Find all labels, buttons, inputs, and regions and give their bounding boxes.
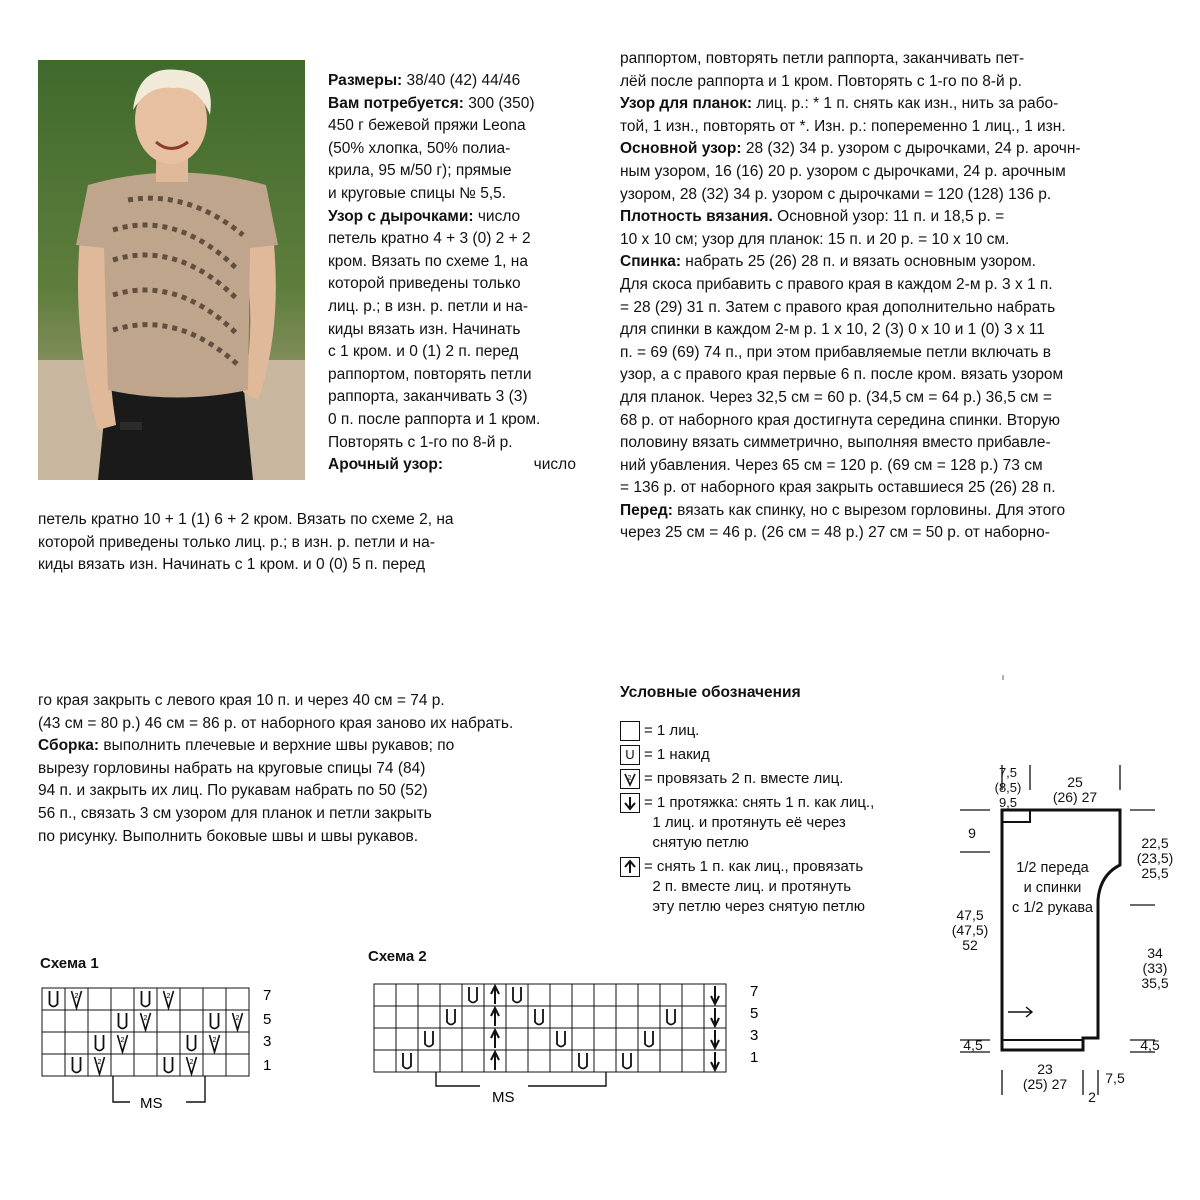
chart-cell bbox=[418, 1050, 440, 1072]
dim-side-height: 34 (33) 35,5 bbox=[1141, 945, 1169, 991]
front-line: вязать как спинку, но с вырезом горловины. Для этого bbox=[672, 501, 1066, 519]
chart-cell bbox=[462, 1050, 484, 1072]
chart-cell bbox=[440, 984, 462, 1006]
arch-first: число bbox=[533, 456, 576, 474]
schema2-row-label: 1 bbox=[750, 1049, 759, 1066]
chart-cell bbox=[660, 984, 682, 1006]
model-photo bbox=[38, 60, 305, 480]
chart-cell bbox=[418, 984, 440, 1006]
chart-cell bbox=[374, 984, 396, 1006]
k2-symbol bbox=[164, 991, 174, 1008]
intro-line: раппортом, повторять петли раппорта, заканчивать пет- bbox=[620, 50, 1025, 67]
legend-title: Условные обозначения bbox=[620, 684, 801, 701]
back-line: 68 р. от наборного края достигнута середина спинки. Вторую bbox=[620, 411, 1060, 429]
knit-icon bbox=[620, 721, 640, 741]
diagram-piece-label: 1/2 переда и спинки с 1/2 рукава bbox=[1012, 860, 1093, 916]
assembly-label: Сборка: bbox=[38, 737, 100, 755]
yarn-over-icon: U bbox=[620, 745, 640, 765]
dim-bottom-width: 23 (25) 27 bbox=[1022, 1061, 1068, 1092]
schema1-ms-label: MS bbox=[140, 1095, 163, 1112]
legend-item bbox=[620, 769, 874, 789]
chart-cell bbox=[638, 1050, 660, 1072]
assembly-line: вырезу горловины набрать на круговые спицы 74 (84) bbox=[38, 759, 426, 777]
schema2-ms-bracket bbox=[436, 1072, 606, 1086]
yo-symbol bbox=[557, 1031, 565, 1047]
chart-cell bbox=[374, 1028, 396, 1050]
neckline bbox=[1002, 810, 1030, 822]
yo-symbol bbox=[535, 1009, 543, 1025]
back-line: для планок. Через 32,5 см = 60 р. (34,5 см = 64 р.) 36,5 см = bbox=[620, 388, 1052, 406]
k2-symbol bbox=[233, 1013, 243, 1030]
up-symbol bbox=[491, 1030, 499, 1048]
legend-text: = 1 лиц. bbox=[644, 722, 700, 739]
chart-cell bbox=[226, 1032, 249, 1054]
chart-cell bbox=[374, 1006, 396, 1028]
chart-cell bbox=[396, 984, 418, 1006]
yo-symbol bbox=[645, 1031, 653, 1047]
holes-line: с 1 кром. и 0 (1) 2 п. перед bbox=[328, 343, 519, 361]
yo-symbol bbox=[513, 987, 521, 1003]
chart-cell bbox=[594, 984, 616, 1006]
s2kp-symbol bbox=[622, 859, 638, 875]
chart-cell bbox=[660, 1028, 682, 1050]
yo-symbol bbox=[425, 1031, 433, 1047]
yo-symbol bbox=[119, 1013, 127, 1029]
yo-symbol bbox=[165, 1057, 173, 1073]
left-bottom-text bbox=[38, 509, 576, 577]
chart-cell bbox=[616, 1006, 638, 1028]
chart-cell bbox=[638, 1006, 660, 1028]
k2-symbol bbox=[141, 1013, 151, 1030]
legend-text: = 1 накид bbox=[644, 746, 710, 763]
chart-cell bbox=[226, 1054, 249, 1076]
down-symbol bbox=[711, 986, 719, 1004]
density-label: Плотность вязания. bbox=[620, 208, 773, 226]
k2tog-symbol bbox=[622, 771, 638, 787]
holes-line: которой приведены только bbox=[328, 275, 521, 293]
svg-text:2: 2 bbox=[235, 1015, 240, 1022]
k2tog-icon bbox=[620, 769, 640, 789]
right-text-column bbox=[620, 48, 1165, 545]
chart-cell bbox=[682, 1028, 704, 1050]
main-line: узором, 28 (32) 34 р. узором с дырочками = 120 (128) 136 р. bbox=[620, 185, 1052, 203]
holes-line: лиц. р.; в изн. р. петли и на- bbox=[328, 297, 529, 315]
back-line: для спинки в каждом 2-м р. 1 х 10, 2 (3) 0 х 10 и 1 (0) 3 х 11 bbox=[620, 321, 1045, 339]
chart-cell bbox=[462, 1028, 484, 1050]
main-label: Основной узор: bbox=[620, 140, 742, 158]
assembly-line: 94 п. и закрыть их лиц. По рукавам набрать по 50 (52) bbox=[38, 782, 428, 800]
legend bbox=[620, 683, 874, 921]
chart-cell bbox=[440, 1028, 462, 1050]
placket-line: лиц. р.: * 1 п. снять как изн., нить за рабо- bbox=[752, 95, 1059, 113]
front-line: через 25 см = 46 р. (26 см = 48 р.) 27 см = 50 р. от наборно- bbox=[620, 524, 1050, 542]
chart-cell bbox=[157, 1032, 180, 1054]
yo-symbol bbox=[188, 1035, 196, 1051]
up-symbol bbox=[491, 986, 499, 1004]
svg-text:2: 2 bbox=[189, 1059, 194, 1066]
schema2-row-label: 7 bbox=[750, 983, 759, 1000]
back-line: п. = 69 (69) 74 п., при этом прибавляемые петли включать в bbox=[620, 343, 1052, 361]
schema1-row-label: 3 bbox=[263, 1033, 272, 1050]
yo-symbol bbox=[469, 987, 477, 1003]
svg-text:2: 2 bbox=[120, 1037, 125, 1044]
chart-cell bbox=[111, 1054, 134, 1076]
chart-cell bbox=[682, 1006, 704, 1028]
chart-cell bbox=[42, 1032, 65, 1054]
yo-symbol bbox=[96, 1035, 104, 1051]
holes-line: раппортом, повторять петли bbox=[328, 365, 532, 383]
chart-cell bbox=[638, 984, 660, 1006]
holes-line: число bbox=[473, 207, 521, 225]
density-line: 10 х 10 см; узор для планок: 15 п. и 20 р. = 10 х 10 см. bbox=[620, 230, 1010, 248]
need-line: и круговые спицы № 5,5. bbox=[328, 184, 507, 202]
chart-cell bbox=[440, 1050, 462, 1072]
legend-item bbox=[620, 721, 874, 741]
chart-cell bbox=[528, 1028, 550, 1050]
back-line: Для скоса прибавить с правого края в каждом 2-м р. 3 х 1 п. bbox=[620, 275, 1053, 293]
main-line: ным узором, 16 (16) 20 р. узором с дырочками, 24 р. арочным bbox=[620, 162, 1066, 180]
back-line: ний убавления. Через 65 см = 120 р. (69 см = 128 р.) 73 см bbox=[620, 456, 1043, 474]
svg-text:2: 2 bbox=[143, 1015, 148, 1022]
arch-label: Арочный узор: bbox=[328, 456, 444, 474]
back-line: = 28 (29) 31 п. Затем с правого края дополнительно набрать bbox=[620, 298, 1056, 316]
chart-cell bbox=[550, 1050, 572, 1072]
legend-text: = провязать 2 п. вместе лиц. bbox=[644, 770, 844, 787]
k2-symbol bbox=[95, 1057, 105, 1074]
chart-cell bbox=[396, 1006, 418, 1028]
dim-placket-left: 4,5 bbox=[963, 1037, 983, 1053]
svg-text:2: 2 bbox=[212, 1037, 217, 1044]
yo-symbol bbox=[623, 1053, 631, 1069]
chart-cell bbox=[572, 1006, 594, 1028]
up-arrow-icon bbox=[620, 857, 640, 877]
dim-bottom-two: 2 bbox=[1088, 1089, 1096, 1105]
chart-cell bbox=[616, 984, 638, 1006]
k2-symbol bbox=[118, 1035, 128, 1052]
chart-cell bbox=[682, 984, 704, 1006]
down-symbol bbox=[711, 1052, 719, 1070]
yo-symbol bbox=[73, 1057, 81, 1073]
chart-cell bbox=[88, 1010, 111, 1032]
chart-cell bbox=[550, 984, 572, 1006]
schema1-title: Схема 1 bbox=[40, 955, 99, 972]
legend-text: = снять 1 п. как лиц., провязать 2 п. вместе лиц. и протянуть эту петлю через снятую петлю bbox=[644, 858, 865, 915]
chart-cell bbox=[65, 1010, 88, 1032]
legend-text: = 1 протяжка: снять 1 п. как лиц., 1 лиц. и протянуть её через снятую петлю bbox=[644, 794, 875, 851]
bottom-line: го края закрыть с левого края 10 п. и через 40 см = 74 р. bbox=[38, 692, 445, 709]
schema2-ms-label: MS bbox=[492, 1089, 515, 1106]
left-text-column bbox=[328, 70, 576, 477]
schema1-row-label: 7 bbox=[263, 987, 272, 1004]
assembly-line: 56 п., связать 3 см узором для планок и петли закрыть bbox=[38, 804, 432, 822]
need-line: 300 (350) bbox=[463, 94, 535, 112]
chart-cell bbox=[418, 1006, 440, 1028]
need-line: (50% хлопка, 50% полиа- bbox=[328, 139, 511, 157]
dim-sleeve-height: 22,5 (23,5) 25,5 bbox=[1136, 835, 1174, 881]
chart-cell bbox=[42, 1010, 65, 1032]
schema1-chart bbox=[38, 984, 270, 1114]
k2-symbol bbox=[187, 1057, 197, 1074]
bottom-text-column bbox=[38, 690, 578, 848]
down-symbol bbox=[711, 1008, 719, 1026]
chart-cell bbox=[396, 1028, 418, 1050]
chart-cell bbox=[180, 988, 203, 1010]
dim-placket-right: 4,5 bbox=[1140, 1037, 1160, 1053]
chart-cell bbox=[594, 1028, 616, 1050]
chart-cell bbox=[506, 1050, 528, 1072]
dim-shoulder-width: 25 (26) 27 bbox=[1052, 774, 1098, 805]
holes-line: петель кратно 4 + 3 (0) 2 + 2 bbox=[328, 230, 531, 248]
direction-arrow-icon bbox=[1008, 1007, 1032, 1017]
legend-item bbox=[620, 793, 874, 853]
chart-cell bbox=[65, 1032, 88, 1054]
photo-illustration bbox=[38, 60, 305, 480]
dim-neck-depth: 9 bbox=[968, 825, 976, 841]
dim-neck-width: 7,5 (8,5) 9,5 bbox=[994, 765, 1022, 810]
legend-item bbox=[620, 745, 874, 765]
back-line: набрать 25 (26) 28 п. и вязать основным узором. bbox=[681, 253, 1036, 271]
svg-text:2: 2 bbox=[74, 993, 79, 1000]
holes-line: 0 п. после раппорта и 1 кром. bbox=[328, 410, 541, 428]
chart-cell bbox=[572, 1028, 594, 1050]
k2-symbol bbox=[210, 1035, 220, 1052]
yo-symbol bbox=[667, 1009, 675, 1025]
svg-text:2: 2 bbox=[97, 1059, 102, 1066]
chart-cell bbox=[374, 1050, 396, 1072]
up-symbol bbox=[491, 1008, 499, 1026]
svg-text:2: 2 bbox=[627, 775, 632, 782]
need-line: 450 г бежевой пряжи Leona bbox=[328, 117, 526, 135]
chart-cell bbox=[528, 984, 550, 1006]
schema2-row-label: 3 bbox=[750, 1027, 759, 1044]
schema2-title: Схема 2 bbox=[368, 948, 427, 965]
k2-symbol bbox=[72, 991, 82, 1008]
arch-line: киды вязать изн. Начинать с 1 кром. и 0 (0) 5 п. перед bbox=[38, 556, 426, 574]
main-line: 28 (32) 34 р. узором с дырочками, 24 р. арочн- bbox=[741, 140, 1081, 158]
chart-cell bbox=[462, 1006, 484, 1028]
chart-cell bbox=[111, 988, 134, 1010]
holes-line: кром. Вязать по схеме 1, на bbox=[328, 252, 528, 270]
ssk-symbol bbox=[622, 795, 638, 811]
chart-cell bbox=[134, 1054, 157, 1076]
svg-text:2: 2 bbox=[166, 993, 171, 1000]
legend-item bbox=[620, 857, 874, 917]
chart-cell bbox=[506, 1028, 528, 1050]
intro-line: лёй после раппорта и 1 кром. Повторять с 1-го по 8-й р. bbox=[620, 72, 1022, 90]
placket-line: той, 1 изн., повторять от *. Изн. р.: попеременно 1 лиц., 1 изн. bbox=[620, 117, 1066, 135]
chart-cell bbox=[594, 1006, 616, 1028]
chart-cell bbox=[660, 1050, 682, 1072]
yo-symbol bbox=[142, 991, 150, 1007]
garment-outline bbox=[1002, 810, 1120, 1050]
density-line: Основной узор: 11 п. и 18,5 р. = bbox=[772, 208, 1005, 226]
holes-label: Узор с дырочками: bbox=[328, 207, 474, 225]
holes-line: раппорта, заканчивать 3 (3) bbox=[328, 388, 528, 406]
yo-symbol bbox=[447, 1009, 455, 1025]
holes-line: киды вязать изн. Начинать bbox=[328, 320, 521, 338]
placket-label: Узор для планок: bbox=[620, 95, 753, 113]
schema2-chart bbox=[370, 980, 770, 1110]
schema2-row-label: 5 bbox=[750, 1005, 759, 1022]
down-symbol bbox=[711, 1030, 719, 1048]
front-label: Перед: bbox=[620, 501, 673, 519]
chart-cell bbox=[203, 1054, 226, 1076]
chart-cell bbox=[572, 984, 594, 1006]
back-label: Спинка: bbox=[620, 253, 681, 271]
need-line: крила, 95 м/50 г); прямые bbox=[328, 162, 512, 180]
arch-line: петель кратно 10 + 1 (1) 6 + 2 кром. Вязать по схеме 2, на bbox=[38, 511, 454, 528]
bottom-line: (43 см = 80 р.) 46 см = 86 р. от наборного края заново их набрать. bbox=[38, 714, 514, 732]
yo-symbol bbox=[50, 991, 58, 1007]
schema2-grid bbox=[374, 984, 726, 1072]
up-symbol bbox=[491, 1052, 499, 1070]
dim-bottom-slope: 7,5 bbox=[1105, 1070, 1125, 1086]
yo-symbol bbox=[403, 1053, 411, 1069]
chart-cell bbox=[203, 988, 226, 1010]
arch-line: которой приведены только лиц. р.; в изн. р. петли и на- bbox=[38, 533, 435, 551]
chart-cell bbox=[528, 1050, 550, 1072]
chart-cell bbox=[88, 988, 111, 1010]
chart-cell bbox=[157, 1010, 180, 1032]
schema1-row-label: 1 bbox=[263, 1057, 272, 1074]
dim-total-height: 47,5 (47,5) 52 bbox=[951, 907, 989, 953]
chart-cell bbox=[180, 1010, 203, 1032]
chart-cell bbox=[682, 1050, 704, 1072]
need-label: Вам потребуется: bbox=[328, 94, 464, 112]
chart-cell bbox=[226, 988, 249, 1010]
schema1-row-label: 5 bbox=[263, 1011, 272, 1028]
chart-cell bbox=[550, 1006, 572, 1028]
chart-cell bbox=[616, 1028, 638, 1050]
yo-symbol bbox=[579, 1053, 587, 1069]
chart-cell bbox=[42, 1054, 65, 1076]
chart-cell bbox=[506, 1006, 528, 1028]
assembly-line: выполнить плечевые и верхние швы рукавов; по bbox=[99, 737, 455, 755]
chart-cell bbox=[594, 1050, 616, 1072]
back-line: узор, а с правого края первые 6 п. после кром. вязать узором bbox=[620, 366, 1064, 384]
assembly-line: по рисунку. Выполнить боковые швы и швы рукавов. bbox=[38, 827, 419, 845]
chart-cell bbox=[134, 1032, 157, 1054]
sizes-label: Размеры: bbox=[328, 72, 403, 89]
down-arrow-icon bbox=[620, 793, 640, 813]
holes-line: Повторять с 1-го по 8-й р. bbox=[328, 433, 513, 451]
back-line: половину вязать симметрично, выполняя вместо прибавле- bbox=[620, 434, 1051, 452]
yo-symbol bbox=[211, 1013, 219, 1029]
back-line: = 136 р. от наборного края закрыть оставшиеся 25 (26) 28 п. bbox=[620, 479, 1056, 497]
sizes-value: 38/40 (42) 44/46 bbox=[402, 72, 521, 89]
